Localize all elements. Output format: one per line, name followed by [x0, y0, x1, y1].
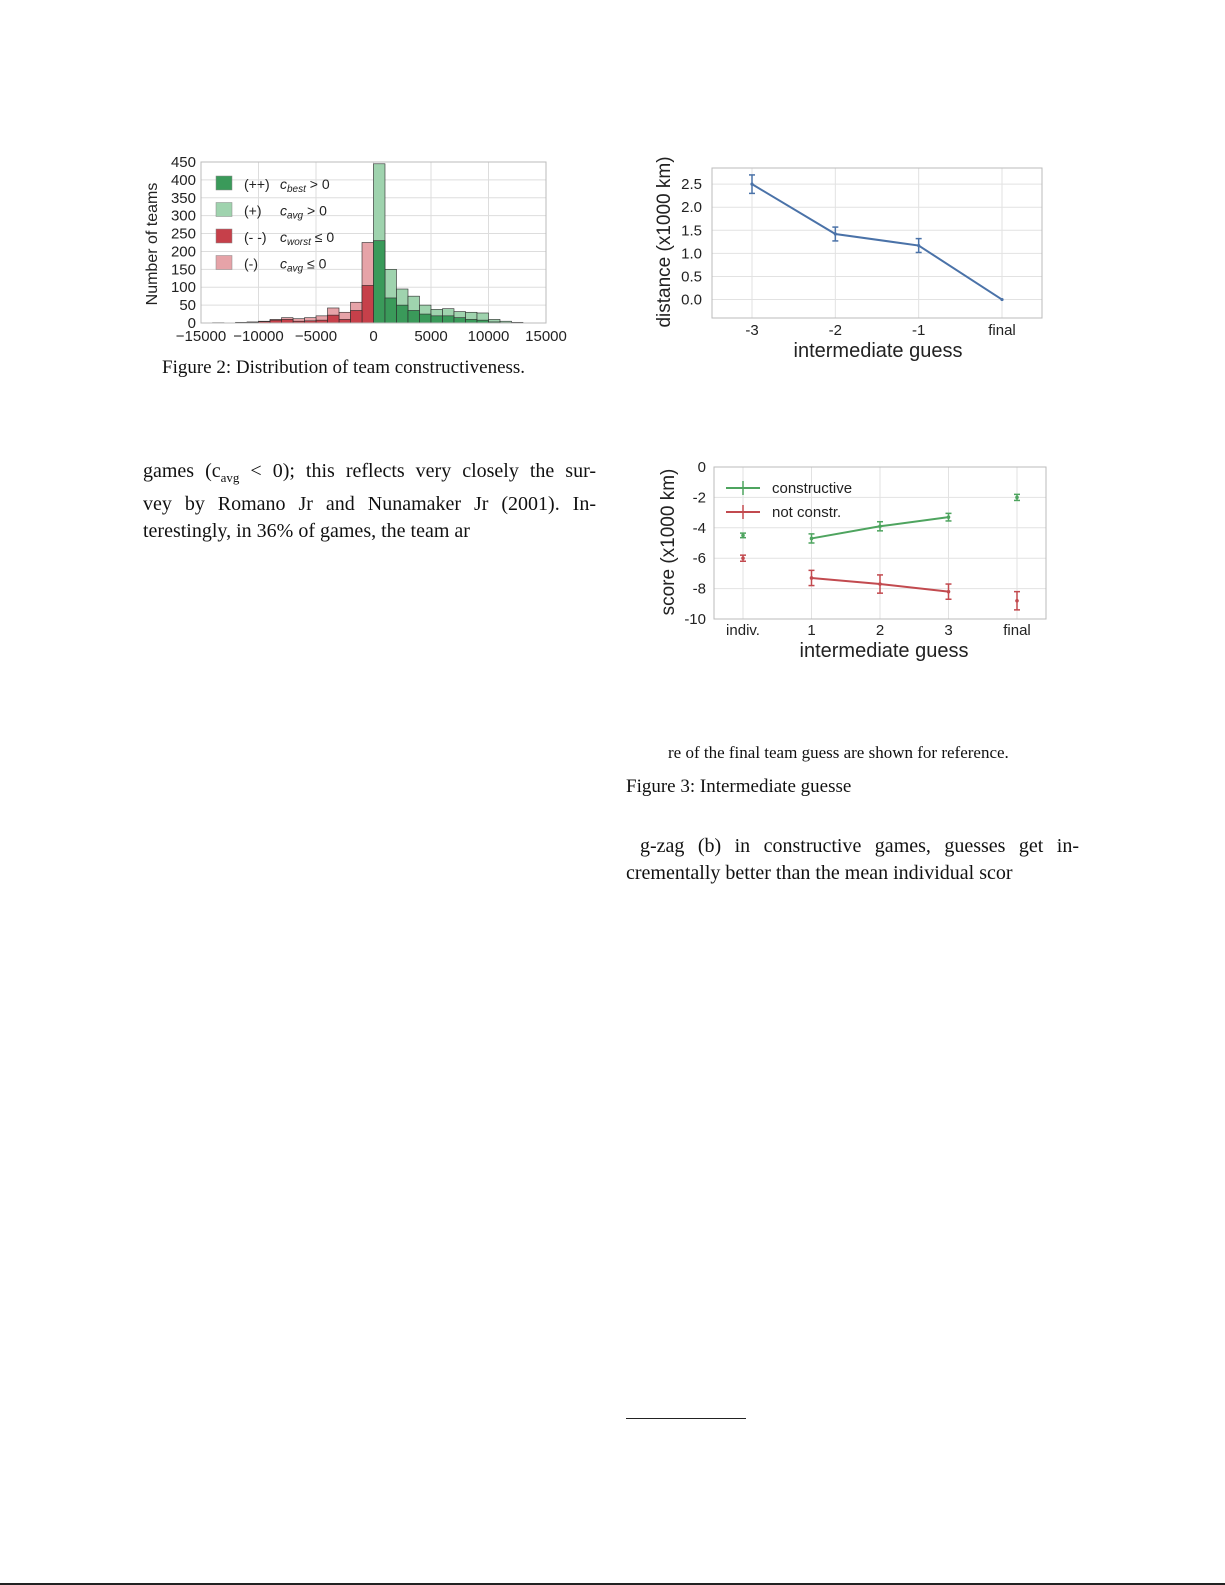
figure-3-caption-start: Figure 3: Intermediate guesse — [626, 776, 852, 797]
left-para-line-1: games $(c_{avg} < 0)$; this reflects very closely the sur- — [143, 460, 596, 485]
f3a-xtick-label: final — [988, 322, 1016, 339]
f3b-ytick-label: -2 — [692, 489, 706, 507]
left-para-line-3: terestingly, in 36% of games, the team ar — [143, 520, 470, 542]
f2-ytick-label: 100 — [170, 279, 196, 297]
f2-xtick-label: −15000 — [175, 328, 227, 345]
f3a-ytick-label: 1.5 — [681, 222, 702, 240]
left-paragraph — [143, 458, 596, 545]
f3b-legend — [726, 480, 852, 521]
f3a-xtick-label: -1 — [911, 322, 926, 339]
f3b-xticks — [726, 622, 1031, 639]
figure-3b-score-chart — [650, 450, 1060, 665]
f2-legend-math-sub: worst — [287, 237, 311, 248]
f2-xtick-label: 5000 — [414, 328, 448, 345]
f2-bar — [282, 319, 294, 323]
f2-legend-math — [280, 203, 327, 222]
f3b-point — [947, 590, 951, 594]
f2-legend-math — [280, 256, 327, 275]
f3a-ylabel: distance (x1000 km) — [654, 156, 675, 328]
f2-bar — [431, 316, 443, 323]
f3a-yticks — [681, 176, 702, 308]
f3a-ytick-label: 2.0 — [681, 199, 702, 217]
f3b-point — [1015, 496, 1019, 500]
f2-ylabel: Number of teams — [144, 182, 161, 306]
f3b-ytick-label: -10 — [684, 611, 706, 628]
f2-ytick-label: 450 — [170, 154, 196, 171]
f3a-point — [917, 244, 920, 247]
f3b-point — [947, 515, 951, 519]
f3b-point — [878, 524, 882, 528]
f2-ytick-label: 50 — [179, 297, 196, 315]
right-paragraph — [626, 833, 1079, 887]
f3a-ytick-label: 1.0 — [681, 245, 702, 263]
f3b-point — [810, 537, 814, 541]
f3b-point — [878, 582, 882, 586]
f2-bar — [362, 285, 374, 323]
figure-2-histogram — [140, 150, 580, 355]
f2-bar — [420, 314, 432, 323]
f2-legend-math-sub: avg — [287, 263, 304, 275]
f2-legend-math-var: c — [280, 176, 287, 192]
f3a-xlabel: intermediate guess — [793, 340, 963, 362]
f3a-xtick-label: -3 — [745, 322, 759, 339]
f3b-xtick-label: indiv. — [726, 622, 760, 639]
f2-legend-label: (- -) — [244, 229, 267, 245]
f2-yticks — [171, 154, 196, 332]
f3b-point — [741, 534, 745, 538]
f3b-ytick-label: -6 — [692, 550, 706, 568]
f2-xtick-label: 10000 — [467, 328, 510, 345]
f3a-series-line — [752, 184, 1002, 299]
f2-legend-math-op: > 0 — [305, 176, 330, 192]
f2-ytick-label: 150 — [170, 261, 196, 279]
f3a-ytick-label: 0.5 — [681, 268, 702, 286]
f2-ytick-label: 300 — [170, 207, 196, 225]
right-para-line-1: g-zag (b) in constructive games, guesses get in- — [640, 835, 1079, 857]
f3a-point — [1000, 298, 1003, 301]
f3a-ytick-label: 2.5 — [681, 176, 702, 194]
f2-legend-math-sub: avg — [287, 210, 304, 222]
f2-legend-math-op: ≤ 0 — [310, 229, 335, 245]
f2-legend-swatch — [216, 176, 232, 190]
f2-xtick-label: 15000 — [525, 328, 567, 345]
f2-ytick-label: 400 — [170, 171, 196, 189]
f3b-point — [1015, 599, 1019, 603]
f2-bar — [351, 310, 363, 323]
f2-legend-swatch — [216, 229, 232, 243]
f3b-ytick-label: 0 — [697, 459, 706, 476]
f2-xtick-label: −10000 — [233, 328, 284, 345]
f2-bar — [466, 319, 478, 323]
f3a-ytick-label: 0.0 — [681, 291, 702, 309]
f3a-xticks — [745, 322, 1015, 339]
f2-legend-math-var: c — [280, 202, 287, 219]
f2-bar — [397, 305, 409, 323]
f2-legend-label: (-) — [244, 255, 258, 272]
f3b-ytick-label: -8 — [692, 580, 706, 598]
f2-bar — [454, 318, 466, 323]
f3b-legend-label: not constr. — [772, 504, 842, 521]
f3b-point — [810, 576, 814, 580]
f2-bar — [339, 319, 351, 323]
f3a-point — [834, 232, 837, 235]
f2-legend-math-op: ≤ 0 — [303, 255, 327, 272]
f2-legend-swatch — [216, 256, 232, 270]
f3b-yticks — [684, 459, 706, 628]
f2-bar — [408, 310, 420, 323]
figure-2-caption: Figure 2: Distribution of team constructiveness. — [162, 357, 526, 378]
f2-ytick-label: 350 — [170, 189, 196, 207]
f2-ytick-label: 200 — [170, 243, 196, 261]
f2-bar — [374, 241, 386, 323]
f3b-ylabel: score (x1000 km) — [658, 468, 679, 616]
f2-legend-math-var: c — [280, 229, 287, 245]
f3a-point — [750, 183, 753, 186]
figure-3-caption-fragment: re of the final team guess are shown for reference. — [668, 743, 1009, 762]
f2-legend-math-sub: best — [287, 184, 306, 195]
f3b-xtick-label: 2 — [875, 622, 885, 639]
right-para-line-2: crementally better than the mean individual scor — [626, 862, 1013, 884]
footnote-rule — [626, 1418, 746, 1419]
f3b-legend-label: constructive — [772, 480, 853, 497]
f2-legend — [216, 176, 334, 275]
f2-legend-label: (+) — [244, 202, 262, 219]
figure-3a-distance-chart — [650, 140, 1060, 365]
f3b-xlabel: intermediate guess — [799, 640, 969, 662]
left-para-line-2: vey by Romano Jr and Nunamaker Jr (2001). In- — [143, 493, 596, 515]
f2-legend-label: (++) — [244, 176, 270, 192]
f2-xtick-label: −5000 — [294, 328, 338, 345]
f3b-xtick-label: 1 — [807, 622, 816, 639]
f2-legend-math-op: > 0 — [303, 202, 327, 219]
f3b-ytick-label: -4 — [692, 519, 706, 537]
f2-legend-math — [280, 229, 334, 248]
f3b-xtick-label: final — [1003, 622, 1031, 639]
f3b-grid — [714, 467, 1046, 619]
f2-bar — [328, 315, 340, 323]
f2-bar — [443, 316, 455, 323]
f2-xticks — [176, 328, 567, 345]
f2-ytick-label: 250 — [170, 225, 196, 243]
f2-legend-swatch — [216, 203, 232, 217]
f3b-point — [741, 556, 745, 560]
f2-ytick-label: 0 — [187, 315, 196, 332]
f3a-xtick-label: -2 — [828, 322, 843, 339]
f3b-xtick-label: 3 — [944, 622, 953, 639]
f2-legend-math — [280, 176, 330, 195]
f2-legend-math-var: c — [280, 255, 287, 272]
f2-xtick-label: 0 — [369, 328, 378, 345]
f3a-series — [749, 175, 1004, 301]
f2-bar — [385, 298, 397, 323]
